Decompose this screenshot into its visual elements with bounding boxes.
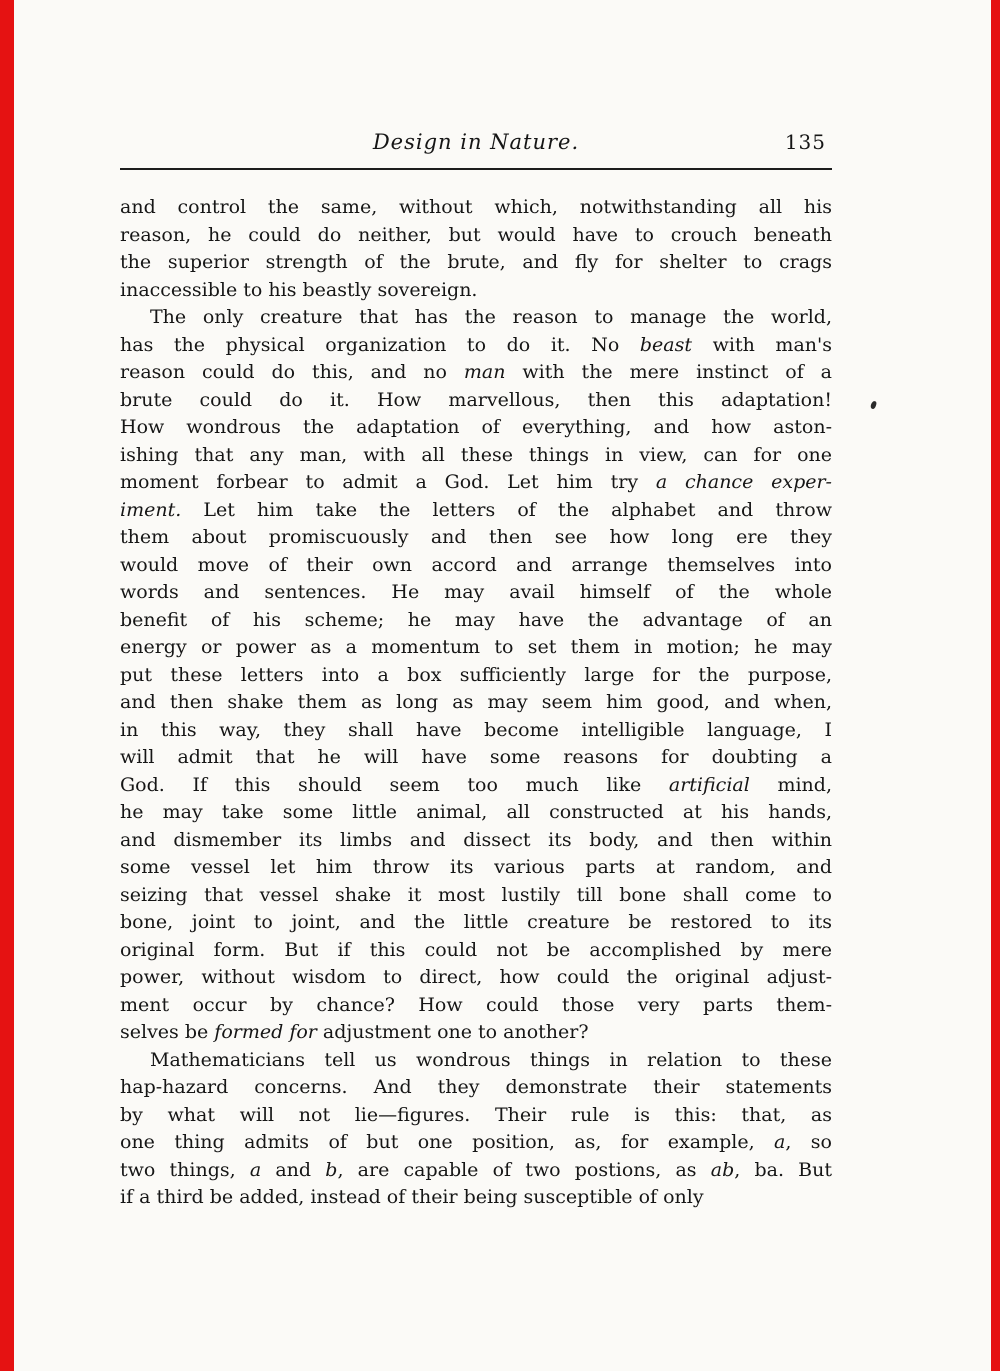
text-line	[120, 689, 832, 717]
text-segment: Mathematicians tell us wondrous things in relation to these	[150, 1048, 832, 1071]
text-segment: and	[261, 1158, 326, 1181]
text-segment: , ba. But	[734, 1158, 833, 1181]
page-content	[120, 130, 832, 1212]
text-segment: benefit of his scheme; he may have the advantage of an	[120, 608, 832, 631]
print-artifact	[870, 400, 877, 409]
text-line	[120, 332, 832, 360]
text-body	[120, 194, 832, 1212]
text-line	[120, 469, 832, 497]
text-segment: two things,	[120, 1158, 250, 1181]
text-segment: would move of their own accord and arrange themselves into	[120, 553, 832, 576]
text-segment: adjustment one to another?	[316, 1021, 589, 1043]
text-segment: with man's	[692, 333, 832, 356]
text-line	[120, 827, 832, 855]
text-line	[120, 992, 832, 1020]
text-line	[120, 359, 832, 387]
text-line	[120, 579, 832, 607]
italic-text-segment: beast	[639, 333, 692, 356]
italic-text-segment: b	[325, 1158, 338, 1181]
text-segment: How wondrous the adaptation of everything, and how aston-	[120, 416, 832, 438]
text-segment: seizing that vessel shake it most lustily till bone shall come to	[120, 883, 832, 906]
text-segment: power, without wisdom to direct, how could the original adjust-	[120, 966, 832, 988]
text-line	[120, 1102, 832, 1130]
text-line	[120, 634, 832, 662]
text-line	[120, 964, 832, 992]
text-segment: Let him take the letters of the alphabet and throw	[181, 498, 832, 521]
text-line	[120, 1157, 832, 1185]
text-segment: with the mere instinct of a	[505, 361, 832, 383]
text-line	[120, 1129, 832, 1157]
red-border-left	[0, 0, 14, 1371]
text-line	[120, 909, 832, 937]
text-segment: if a third be added, instead of their being susceptible of only	[120, 1186, 704, 1208]
text-line	[120, 882, 832, 910]
text-segment: hap-hazard concerns. And they demonstrate their statements	[120, 1076, 832, 1098]
text-line	[120, 222, 832, 250]
text-segment: God. If this should seem too much like	[120, 773, 669, 796]
text-segment: mind,	[749, 773, 832, 796]
text-line	[120, 799, 832, 827]
text-segment: reason, he could do neither, but would have to crouch beneath	[120, 223, 832, 246]
text-segment: moment forbear to admit a God. Let him try	[120, 471, 656, 493]
text-segment: put these letters into a box sufficiently large for the purpose,	[120, 663, 832, 686]
text-segment: brute could do it. How marvellous, then this adaptation!	[120, 388, 832, 411]
text-line	[120, 249, 832, 277]
text-line	[120, 442, 832, 470]
text-segment: he may take some little animal, all constructed at his hands,	[120, 801, 832, 823]
italic-text-segment: ab	[710, 1158, 735, 1181]
text-segment: bone, joint to joint, and the little creature be restored to its	[120, 911, 832, 933]
text-segment: will admit that he will have some reasons for doubting a	[120, 746, 832, 768]
header-rule	[120, 168, 832, 170]
text-segment: has the physical organization to do it. No	[120, 333, 640, 356]
red-border-right	[991, 0, 1000, 1371]
text-line	[120, 304, 832, 332]
italic-text-segment: formed for	[214, 1021, 317, 1043]
italic-text-segment: iment.	[120, 498, 182, 521]
text-segment: and then shake them as long as may seem him good, and when,	[120, 691, 832, 713]
text-segment: some vessel let him throw its various parts at random, and	[120, 856, 832, 878]
text-segment: and dismember its limbs and dissect its body, and then within	[120, 828, 832, 851]
page-number: 135	[784, 130, 826, 154]
text-segment: selves be	[120, 1021, 215, 1043]
text-segment: , are capable of two postions, as	[337, 1158, 711, 1181]
text-line	[120, 662, 832, 690]
text-line	[120, 744, 832, 772]
text-line	[120, 854, 832, 882]
text-segment: in this way, they shall have become intelligible language, I	[120, 718, 832, 741]
text-line	[120, 607, 832, 635]
text-line	[120, 1047, 832, 1075]
text-segment: inaccessible to his beastly sovereign.	[120, 278, 478, 301]
text-segment: ment occur by chance? How could those very parts them-	[120, 993, 832, 1016]
text-segment: energy or power as a momentum to set them in motion; he may	[120, 636, 832, 658]
text-segment: The only creature that has the reason to manage the world,	[150, 306, 832, 328]
running-title: Design in Nature.	[372, 130, 580, 154]
text-line	[120, 1184, 832, 1212]
text-segment: by what will not lie—figures. Their rule is this: that, as	[120, 1103, 832, 1126]
italic-text-segment: a chance exper-	[655, 471, 832, 493]
text-line	[120, 414, 832, 442]
text-line	[120, 497, 832, 525]
text-segment: reason could do this, and no	[120, 361, 464, 383]
text-line	[120, 552, 832, 580]
text-segment: , so	[785, 1131, 832, 1153]
text-line	[120, 194, 832, 222]
italic-text-segment: a	[249, 1158, 262, 1181]
italic-text-segment: a	[774, 1131, 786, 1153]
text-segment: them about promiscuously and then see how long ere they	[120, 526, 832, 548]
text-line	[120, 937, 832, 965]
text-segment: one thing admits of but one position, as, for example,	[120, 1131, 775, 1153]
text-segment: and control the same, without which, notwithstanding all his	[120, 196, 832, 218]
text-line	[120, 524, 832, 552]
text-line	[120, 1074, 832, 1102]
text-line	[120, 772, 832, 800]
text-line	[120, 1019, 832, 1047]
italic-text-segment: artificial	[668, 773, 750, 796]
text-line	[120, 387, 832, 415]
text-line	[120, 717, 832, 745]
text-line	[120, 277, 832, 305]
text-segment: the superior strength of the brute, and fly for shelter to crags	[120, 251, 832, 273]
text-segment: ishing that any man, with all these things in view, can for one	[120, 443, 832, 466]
italic-text-segment: man	[463, 361, 506, 383]
page-header	[120, 130, 832, 162]
text-segment: words and sentences. He may avail himself of the whole	[120, 581, 832, 603]
text-segment: original form. But if this could not be accomplished by mere	[120, 938, 832, 961]
